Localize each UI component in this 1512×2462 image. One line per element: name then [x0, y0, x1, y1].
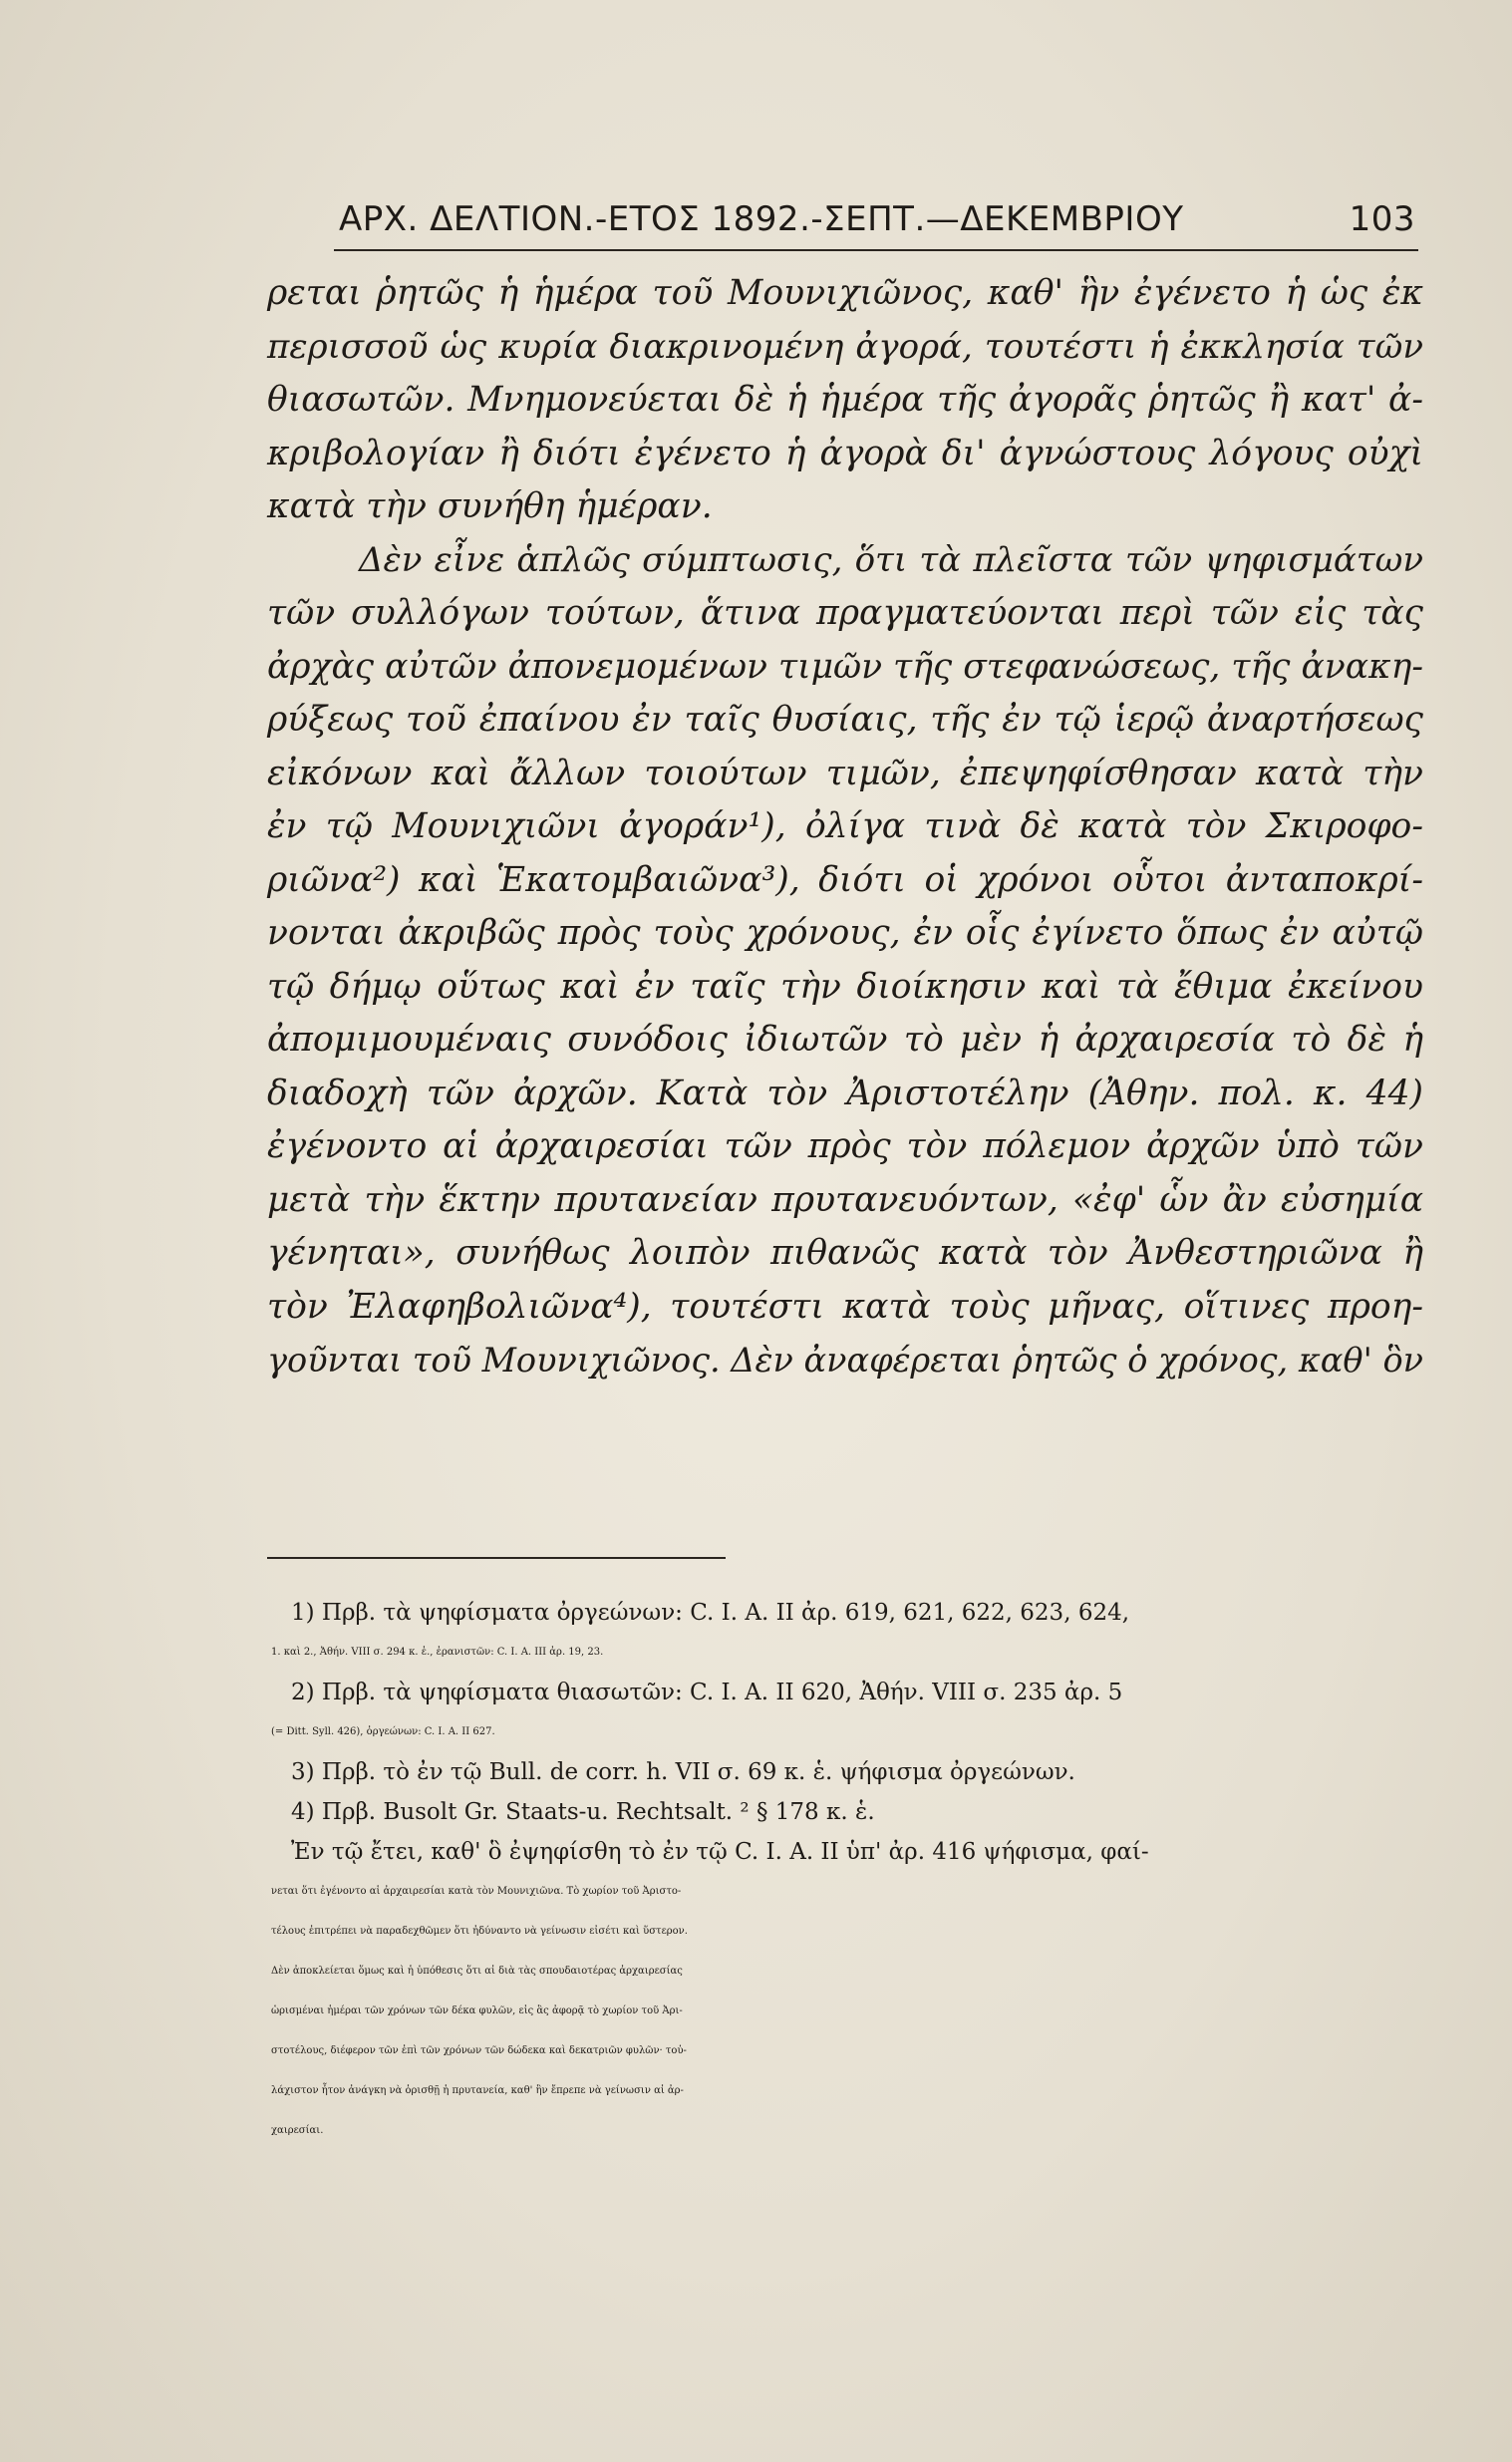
footnote-line: νεται ὅτι ἐγένοντο αἱ ἀρχαιρεσίαι κατὰ τὸν Μουνιχιῶνα. Τὸ χωρίον τοῦ Ἀριστο- — [271, 1886, 682, 1897]
body-line: κριβολογίαν ἢ διότι ἐγένετο ἡ ἀγορὰ δι' ἀγνώστους λόγους οὐχὶ — [267, 433, 1423, 473]
body-line: εἰκόνων καὶ ἄλλων τοιούτων τιμῶν, ἐπεψηφίσθησαν κατὰ τὴν — [267, 753, 1423, 793]
footnote-line: 1. καὶ 2., Ἀθήν. VIII σ. 294 κ. ἑ., ἐρανιστῶν: C. I. A. III ἀρ. 19, 23. — [271, 1647, 604, 1658]
body-line: τὸν Ἐλαφηβολιῶνα⁴), τουτέστι κατὰ τοὺς μῆνας, οἵτινες προη- — [267, 1286, 1423, 1327]
footnotes — [271, 1593, 1423, 2151]
body-line: θιασωτῶν. Μνημονεύεται δὲ ἡ ἡμέρα τῆς ἀγορᾶς ῥητῶς ἢ κατ' ἀ- — [267, 380, 1423, 420]
body-line: ριῶνα²) καὶ Ἑκατομβαιῶνα³), διότι οἱ χρόνοι οὗτοι ἀνταποκρί- — [267, 859, 1423, 900]
body-line: μετὰ τὴν ἕκτην πρυτανείαν πρυτανευόντων, «ἐφ' ὧν ἂν εὐσημία — [267, 1179, 1423, 1220]
running-header — [339, 199, 1415, 239]
body-line: περισσοῦ ὡς κυρία διακρινομένη ἀγορά, τουτέστι ἡ ἐκκλησία τῶν — [267, 326, 1423, 367]
body-line: ρύξεως τοῦ ἐπαίνου ἐν ταῖς θυσίαις, τῆς ἐν τῷ ἱερῷ ἀναρτήσεως — [267, 700, 1423, 740]
body-line: κατὰ τὴν συνήθη ἡμέραν. — [267, 486, 713, 526]
footnote-separator — [267, 1557, 726, 1559]
body-line: ἀπομιμουμέναις συνόδοις ἰδιωτῶν τὸ μὲν ἡ ἀρχαιρεσία τὸ δὲ ἡ — [267, 1020, 1423, 1060]
body-line: γένηται», συνήθως λοιπὸν πιθανῶς κατὰ τὸν Ἀνθεστηριῶνα ἢ — [267, 1233, 1423, 1273]
footnote-line: ὡρισμέναι ἡμέραι τῶν χρόνων τῶν δέκα φυλῶν, εἰς ἃς ἀφορᾷ τὸ χωρίον τοῦ Ἀρι- — [271, 2005, 683, 2016]
body-line: ἐν τῷ Μουνιχιῶνι ἀγοράν¹), ὀλίγα τινὰ δὲ κατὰ τὸν Σκιροφο- — [267, 806, 1423, 846]
body-line: ἀρχὰς αὐτῶν ἀπονεμομένων τιμῶν τῆς στεφανώσεως, τῆς ἀνακη- — [267, 646, 1423, 687]
body-line: ἐγένοντο αἱ ἀρχαιρεσίαι τῶν πρὸς τὸν πόλεμον ἀρχῶν ὑπὸ τῶν — [267, 1126, 1423, 1166]
footnote-line: (= Ditt. Syll. 426), ὀργεώνων: C. I. A. II 627. — [271, 1726, 495, 1737]
header-rule — [334, 249, 1418, 251]
body-line: ρεται ῥητῶς ἡ ἡμέρα τοῦ Μουνιχιῶνος, καθ' ἣν ἐγένετο ἡ ὡς ἐκ — [267, 273, 1423, 313]
footnote-line: 4) Πρβ. Busolt Gr. Staats-u. Rechtsalt. ² § 178 κ. ἑ. — [291, 1799, 875, 1825]
footnote-line: Δὲν ἀποκλείεται ὅμως καὶ ἡ ὑπόθεσις ὅτι αἱ διὰ τὰς σπουδαιοτέρας ἀρχαιρεσίας — [271, 1966, 683, 1977]
body-line: τῷ δήμῳ οὕτως καὶ ἐν ταῖς τὴν διοίκησιν καὶ τὰ ἔθιμα ἐκείνου — [267, 966, 1423, 1007]
footnote-line: 3) Πρβ. τὸ ἐν τῷ Bull. de corr. h. VII σ. 69 κ. ἑ. ψήφισμα ὀργεώνων. — [291, 1759, 1075, 1785]
body-line: διαδοχὴ τῶν ἀρχῶν. Κατὰ τὸν Ἀριστοτέλην (Ἀθην. πολ. κ. 44) — [267, 1073, 1423, 1113]
footnote-line: 2) Πρβ. τὰ ψηφίσματα θιασωτῶν: C. I. A. II 620, Ἀθήν. VIII σ. 235 ἀρ. 5 — [291, 1680, 1123, 1705]
body-line: γοῦνται τοῦ Μουνιχιῶνος. Δὲν ἀναφέρεται ῥητῶς ὁ χρόνος, καθ' ὃν — [267, 1341, 1423, 1380]
footnote-line: στοτέλους, διέφερον τῶν ἐπὶ τῶν χρόνων τῶν δώδεκα καὶ δεκατριῶν φυλῶν· τοὐ- — [271, 2045, 687, 2056]
body-line: Δὲν εἶνε ἁπλῶς σύμπτωσις, ὅτι τὰ πλεῖστα τῶν ψηφισμάτων — [359, 539, 1423, 580]
footnote-line: 1) Πρβ. τὰ ψηφίσματα ὀργεώνων: C. I. A. II ἀρ. 619, 621, 622, 623, 624, — [291, 1600, 1130, 1626]
body-line: νονται ἀκριβῶς πρὸς τοὺς χρόνους, ἐν οἷς ἐγίνετο ὅπως ἐν αὐτῷ — [267, 913, 1423, 953]
footnote-line: χαιρεσίαι. — [271, 2125, 324, 2136]
main-text — [267, 267, 1423, 1387]
running-title: ΑΡΧ. ΔΕΛΤΙΟΝ.-ΕΤΟΣ 1892.-ΣΕΠΤ.—ΔΕΚΕΜΒΡΙΟΥ — [339, 199, 1184, 239]
body-line: τῶν συλλόγων τούτων, ἅτινα πραγματεύονται περὶ τῶν εἰς τὰς — [267, 593, 1423, 633]
footnote-line: τέλους ἐπιτρέπει νὰ παραδεχθῶμεν ὅτι ἠδύναντο νὰ γείνωσιν εἰσέτι καὶ ὕστερον. — [271, 1926, 688, 1937]
footnote-line: Ἐν τῷ ἔτει, καθ' ὃ ἐψηφίσθη τὸ ἐν τῷ C. I. A. II ὑπ' ἀρ. 416 ψήφισμα, φαί- — [291, 1839, 1149, 1865]
page-number: 103 — [1349, 199, 1415, 239]
footnote-line: λάχιστον ἦτον ἀνάγκη νὰ ὁρισθῇ ἡ πρυτανεία, καθ' ἣν ἔπρεπε νὰ γείνωσιν αἱ ἀρ- — [271, 2085, 684, 2096]
